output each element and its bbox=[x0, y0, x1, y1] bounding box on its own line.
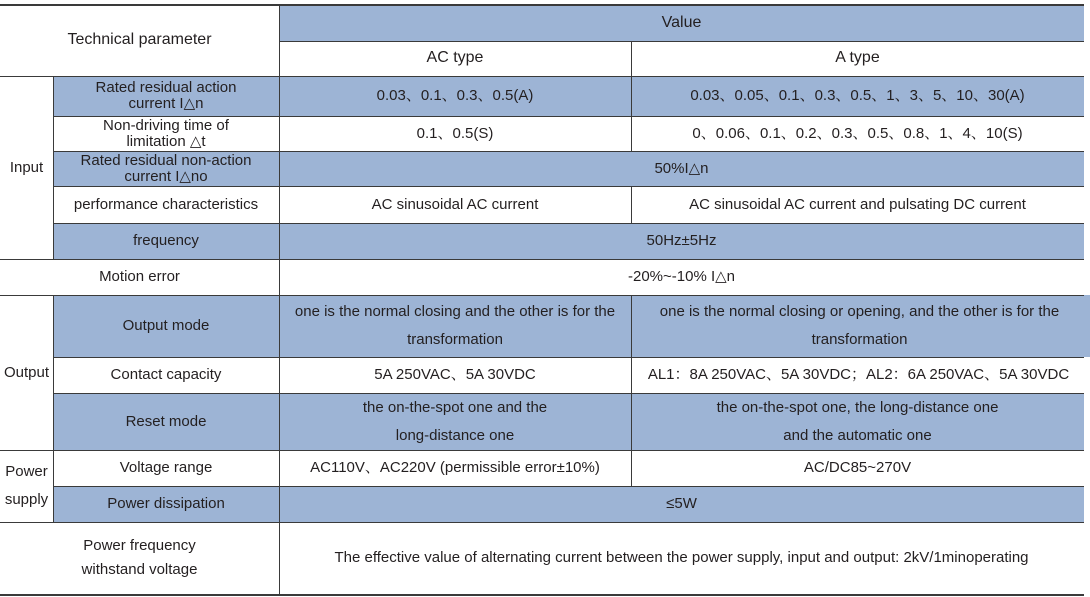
grid-line bbox=[53, 295, 54, 522]
non-driving-label: Non-driving time of limitation △t bbox=[53, 116, 279, 151]
grid-line bbox=[53, 116, 1084, 117]
grid-line bbox=[0, 522, 1084, 523]
withstand-value: The effective value of alternating current between the power supply, input and output: 2kV/1minoperating bbox=[279, 522, 1084, 594]
non-action-value: 50%I△n bbox=[279, 151, 1084, 186]
frequency-label: frequency bbox=[53, 223, 279, 259]
header-technical-parameter: Technical parameter bbox=[0, 5, 279, 76]
rated-action-ac: 0.03、0.1、0.3、0.5(A) bbox=[279, 76, 631, 116]
voltage-range-ac: AC110V、AC220V (permissible error±10%) bbox=[279, 450, 631, 486]
reset-mode-ac: the on-the-spot one and the long-distance one bbox=[279, 393, 631, 450]
performance-label: performance characteristics bbox=[53, 186, 279, 223]
grid-line bbox=[53, 186, 1084, 187]
contact-capacity-label: Contact capacity bbox=[53, 357, 279, 393]
grid-line bbox=[53, 486, 1084, 487]
grid-line bbox=[0, 259, 1084, 260]
grid-line bbox=[0, 450, 1084, 451]
frequency-value: 50Hz±5Hz bbox=[279, 223, 1084, 259]
table-top-border bbox=[0, 4, 1084, 6]
table-bottom-border bbox=[0, 594, 1084, 596]
grid-line bbox=[279, 5, 280, 595]
motion-error-value: -20%~-10% I△n bbox=[279, 259, 1084, 295]
grid-line bbox=[279, 41, 1084, 42]
grid-line bbox=[53, 151, 1084, 152]
grid-line bbox=[631, 41, 632, 151]
group-power-supply: Power supply bbox=[0, 450, 53, 522]
grid-line bbox=[53, 393, 1084, 394]
non-action-label: Rated residual non-action current I△no bbox=[53, 151, 279, 186]
output-mode-a: one is the normal closing or opening, and the other is for the transformation bbox=[631, 295, 1090, 357]
header-ac-type: AC type bbox=[279, 41, 631, 76]
power-dissipation-label: Power dissipation bbox=[53, 486, 279, 522]
group-output: Output bbox=[0, 295, 53, 450]
rated-action-a: 0.03、0.05、0.1、0.3、0.5、1、3、5、10、30(A) bbox=[631, 76, 1084, 116]
voltage-range-a: AC/DC85~270V bbox=[631, 450, 1084, 486]
grid-line bbox=[53, 357, 1084, 358]
performance-a: AC sinusoidal AC current and pulsating DC current bbox=[631, 186, 1084, 223]
grid-line bbox=[53, 223, 1084, 224]
voltage-range-label: Voltage range bbox=[53, 450, 279, 486]
rated-action-label: Rated residual action current I△n bbox=[53, 76, 279, 116]
grid-line bbox=[53, 76, 54, 259]
grid-line bbox=[631, 295, 632, 486]
grid-line bbox=[0, 76, 1084, 77]
grid-line bbox=[631, 186, 632, 223]
power-dissipation-value: ≤5W bbox=[279, 486, 1084, 522]
output-mode-ac: one is the normal closing and the other is for the transformation bbox=[279, 295, 631, 357]
header-a-type: A type bbox=[631, 41, 1084, 76]
group-input: Input bbox=[0, 76, 53, 259]
non-driving-ac: 0.1、0.5(S) bbox=[279, 116, 631, 151]
reset-mode-label: Reset mode bbox=[53, 393, 279, 450]
header-value: Value bbox=[279, 5, 1084, 41]
contact-capacity-a: AL1：8A 250VAC、5A 30VDC；AL2：6A 250VAC、5A 30VDC bbox=[631, 357, 1086, 393]
reset-mode-a: the on-the-spot one, the long-distance one and the automatic one bbox=[631, 393, 1084, 450]
grid-line bbox=[0, 295, 1084, 296]
contact-capacity-ac: 5A 250VAC、5A 30VDC bbox=[279, 357, 631, 393]
performance-ac: AC sinusoidal AC current bbox=[279, 186, 631, 223]
non-driving-a: 0、0.06、0.1、0.2、0.3、0.5、0.8、1、4、10(S) bbox=[631, 116, 1084, 151]
motion-error-label: Motion error bbox=[0, 259, 279, 295]
withstand-label: Power frequency withstand voltage bbox=[0, 522, 279, 594]
output-mode-label: Output mode bbox=[53, 295, 279, 357]
